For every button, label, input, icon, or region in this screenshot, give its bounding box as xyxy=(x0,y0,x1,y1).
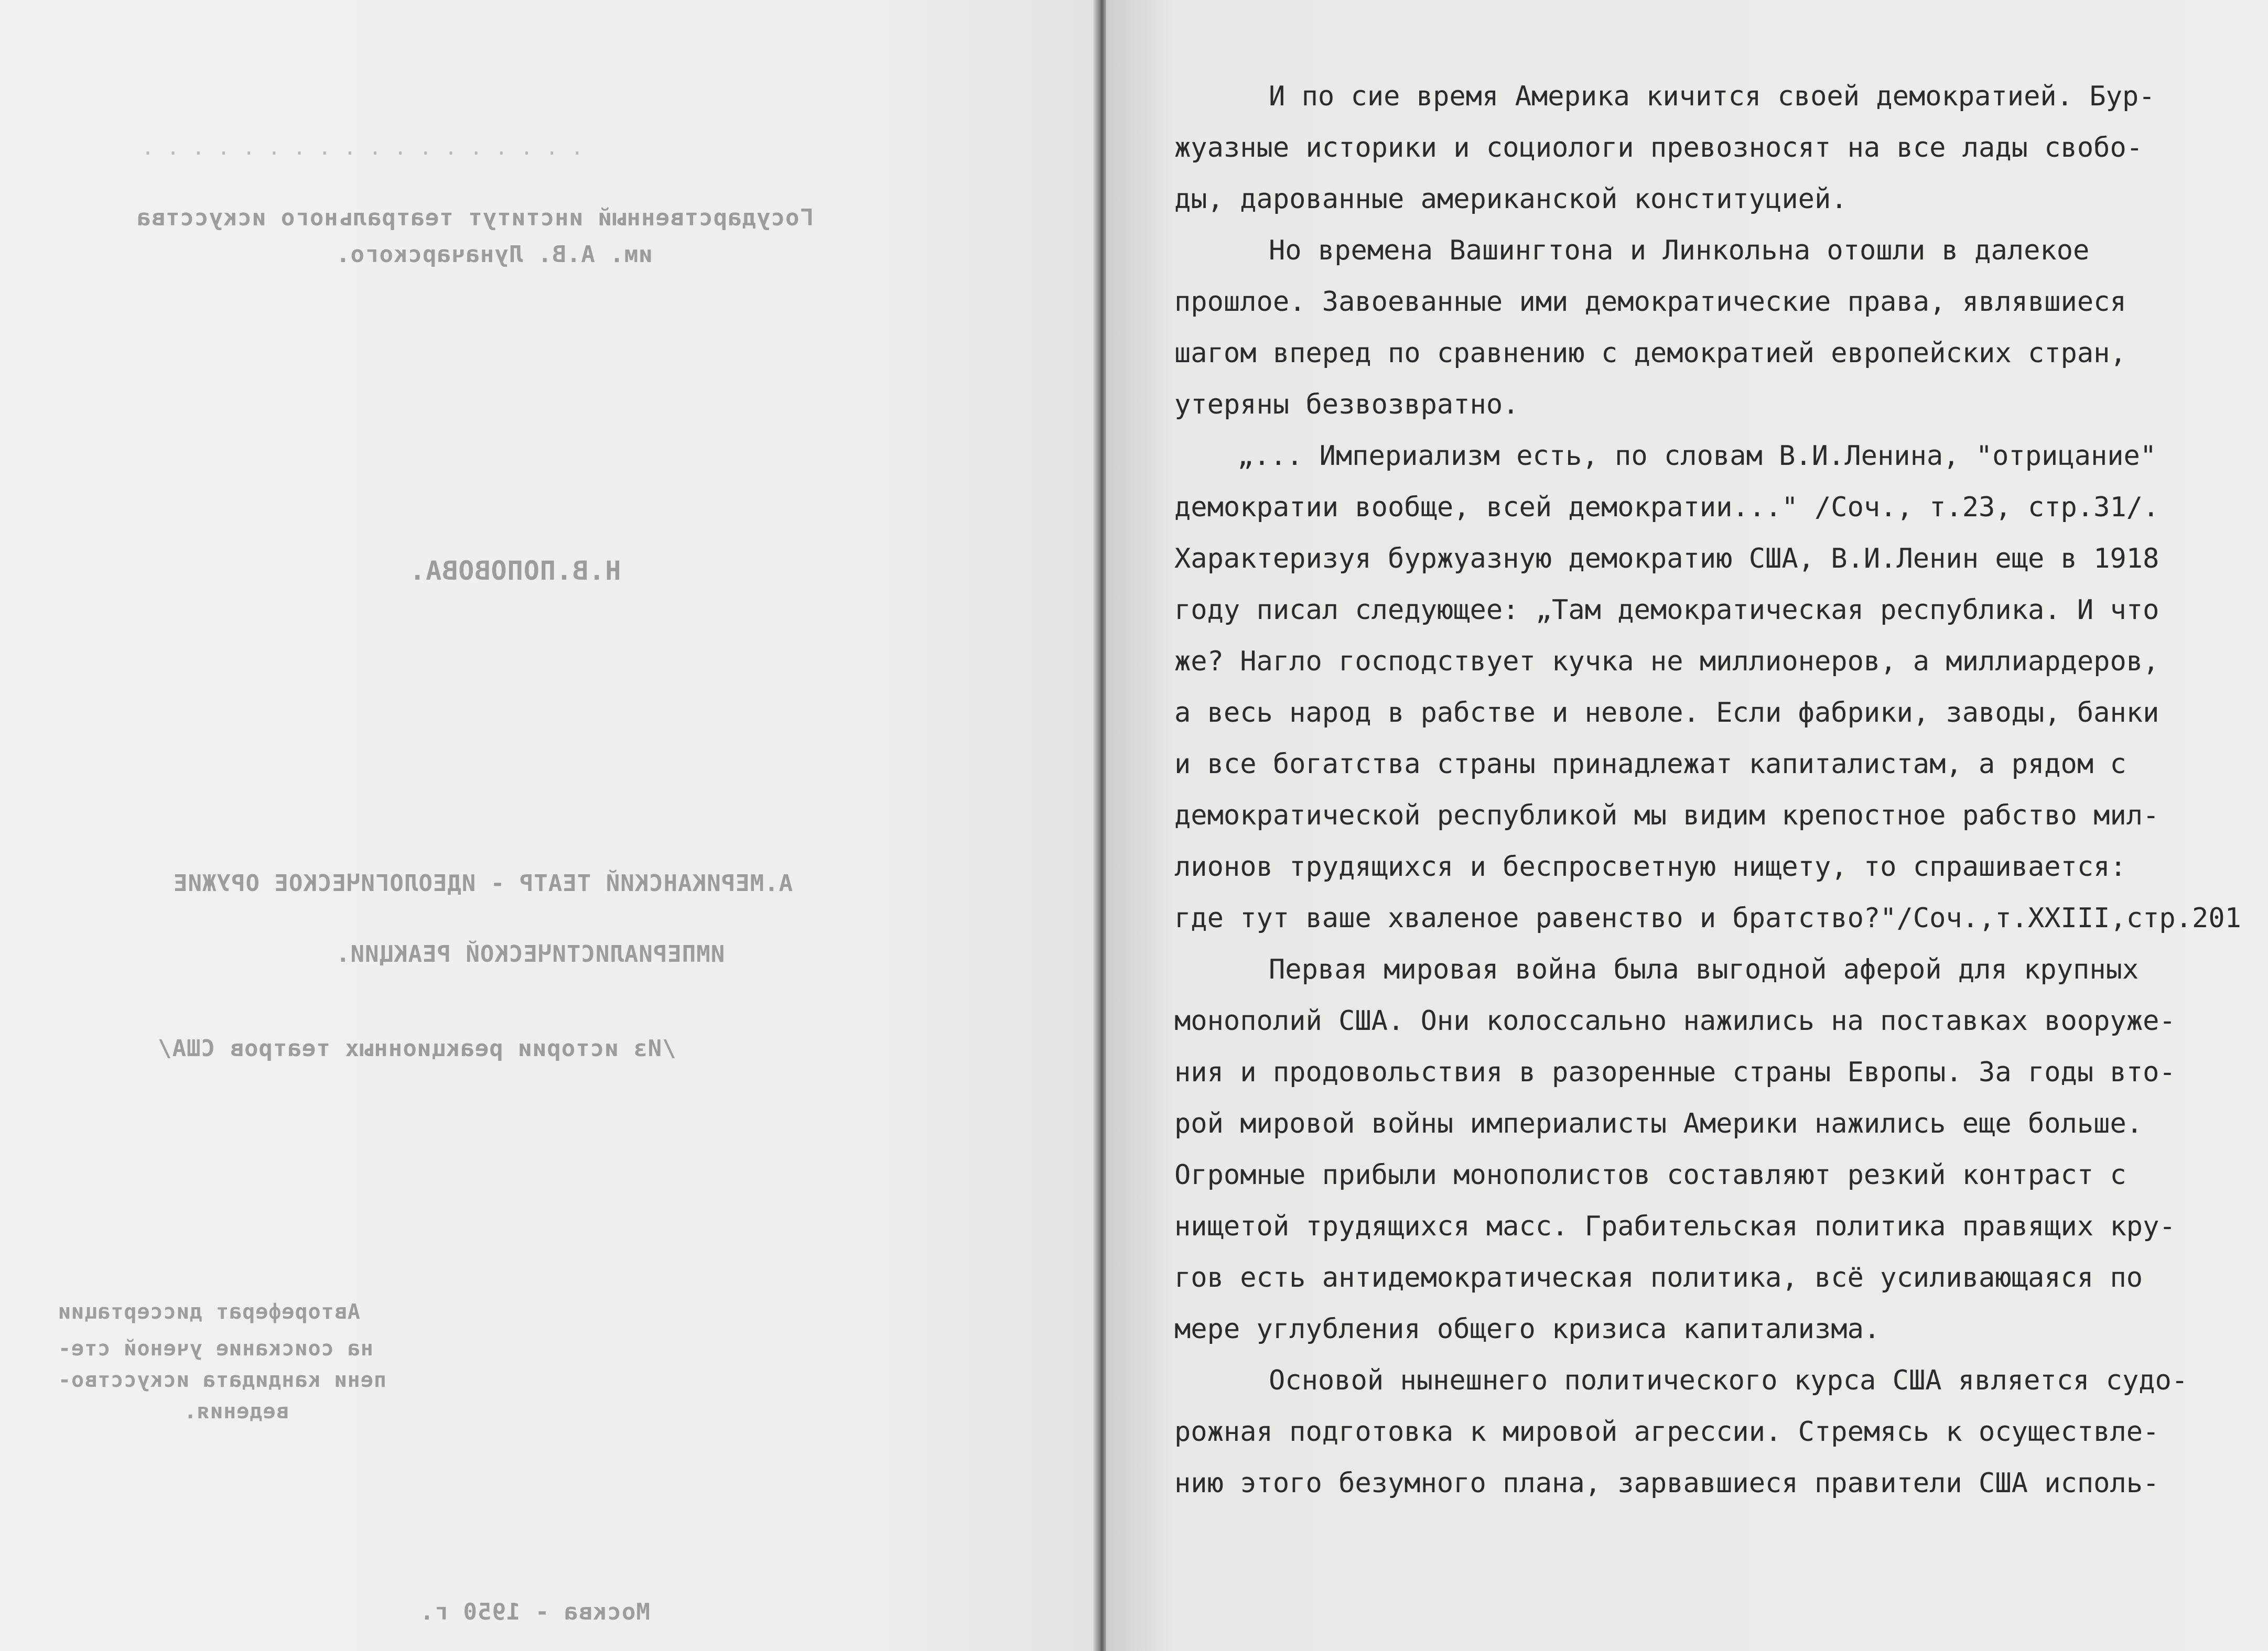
left-dissertation-line2: на соискание ученой сте- xyxy=(58,1337,373,1361)
text-line: мере углубления общего кризиса капитализма. xyxy=(1174,1313,1881,1345)
left-page-bleedthrough xyxy=(0,0,1101,1651)
text-line: Основой нынешнего политического курса США является судо- xyxy=(1269,1365,2188,1396)
text-line: Огромные прибыли монополистов составляют резкий контраст с xyxy=(1174,1159,2126,1191)
text-line: демократической республикой мы видим крепостное рабство мил- xyxy=(1174,800,2159,831)
text-line: нищетой трудящихся масс. Грабительская политика правящих кру- xyxy=(1174,1211,2176,1242)
text-line: где тут ваше хваленое равенство и братство?"/Соч.,т.XXIII,стр.201 xyxy=(1174,903,2241,934)
text-line: жуазные историки и социологи превозносят на все лады свобо- xyxy=(1174,132,2143,164)
left-author-name: Н.В.ПОПОВОВА. xyxy=(409,556,621,586)
text-line: Характеризуя буржуазную демократию США, В.И.Ленин еще в 1918 xyxy=(1174,543,2159,574)
text-line: гов есть антидемократическая политика, всё усиливающаяся по xyxy=(1174,1262,2143,1294)
text-line: рой мировой войны империалисты Америки нажились еще больше. xyxy=(1174,1108,2143,1139)
text-line: шагом вперед по сравнению с демократией европейских стран, xyxy=(1174,338,2126,369)
text-line: и все богатства страны принадлежат капиталистам, а рядом с xyxy=(1174,748,2126,780)
left-header-line1: Государственный институт театрального искусства xyxy=(136,204,814,231)
text-line: „... Империализм есть, по словам В.И.Ленина, "отрицание" xyxy=(1237,440,2157,472)
text-line: рожная подготовка к мировой агрессии. Стремясь к осуществле- xyxy=(1174,1416,2159,1448)
left-title-line1: А.МЕРИКАНСКИЙ ТЕАТР - ИДЕОЛОГИЧЕСКОЕ ОРУЖИЕ xyxy=(173,870,793,897)
left-dissertation-line1: Автореферат диссертации xyxy=(58,1300,360,1324)
text-line: И по сие время Америка кичится своей демократией. Бур- xyxy=(1269,81,2155,112)
left-title-line2: ИМПЕРИАЛИСТИЧЕСКОЙ РЕАКЦИИ. xyxy=(336,941,725,968)
text-line: году писал следующее: „Там демократическая республика. И что xyxy=(1174,594,2159,626)
text-line: ния и продовольствия в разоренные страны Европы. За годы вто- xyxy=(1174,1057,2176,1088)
text-line: демократии вообще, всей демократии..." /Соч., т.23, стр.31/. xyxy=(1174,492,2159,523)
text-line: прошлое. Завоеванные ими демократические права, являвшиеся xyxy=(1174,286,2126,318)
text-line: утеряны безвозвратно. xyxy=(1174,389,1519,420)
text-line: же? Нагло господствует кучка не миллионеров, а миллиардеров, xyxy=(1174,646,2159,677)
faint-header-line: · · · · · · · · · · · · · · · · · · xyxy=(142,142,584,166)
left-dissertation-line3: пени кандидата искусство- xyxy=(58,1368,387,1392)
text-line: лионов трудящихся и беспросветную нищету, то спрашивается: xyxy=(1174,851,2126,883)
left-footer: Москва - 1950 г. xyxy=(419,1599,650,1625)
text-line: монополий США. Они колоссально нажились на поставках вооруже- xyxy=(1174,1005,2176,1037)
text-line: Но времена Вашингтона и Линкольна отошли в далекое xyxy=(1269,235,2090,266)
left-subtitle: /Из истории реакционных театров США/ xyxy=(157,1035,676,1062)
text-line: нию этого безумного плана, зарвавшиеся правители США исполь- xyxy=(1174,1468,2159,1499)
right-page-body xyxy=(1174,71,2241,1509)
left-header-line2: им. А.В. Луначарского. xyxy=(336,241,653,268)
text-line: ды, дарованные американской конституцией. xyxy=(1174,183,1848,215)
text-line: а весь народ в рабстве и неволе. Если фабрики, заводы, банки xyxy=(1174,697,2159,729)
left-dissertation-line4: ведения. xyxy=(183,1399,289,1424)
text-line: Первая мировая война была выгодной аферой для крупных xyxy=(1269,954,2139,985)
